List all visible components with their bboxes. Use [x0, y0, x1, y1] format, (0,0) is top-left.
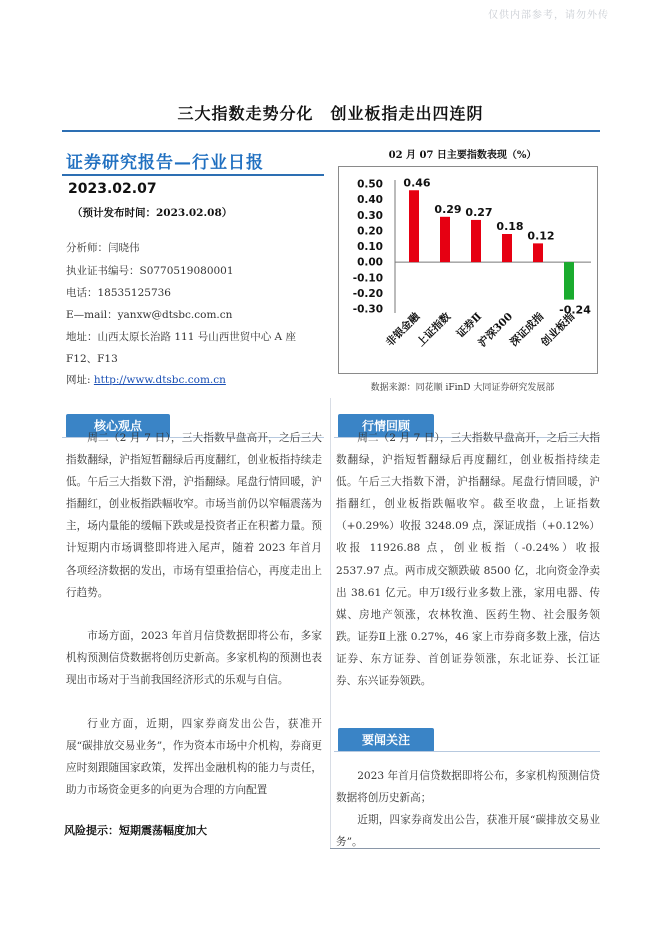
category-label: 深证成指: [507, 310, 547, 349]
website-line: [66, 372, 226, 387]
main-title: 三大指数走势分化 创业板指走出四连阴: [177, 104, 484, 123]
core-view-paragraph-2: 市场方面，2023 年首月信贷数据即将公布，多家机构预测信贷数据将创历史新高。多家机构的预测也表现出市场对于当前我国经济形式的乐观与自信。: [66, 630, 322, 687]
y-tick-label: -0.10: [352, 272, 383, 285]
report-title: 证券研究报告—行业日报: [66, 153, 264, 173]
news-paragraph-1: 2023 年首月信贷数据即将公布，多家机构预测信贷数据将创历史新高；: [336, 770, 600, 805]
watermark: 仅供内部参考，请勿外传: [488, 10, 609, 21]
analyst-name: 闫晓伟: [108, 242, 140, 254]
y-tick-label: 0.40: [357, 194, 383, 207]
category-label: 上证指数: [414, 310, 454, 349]
analyst-name-label: 分析师：: [66, 242, 108, 254]
news-header: 要闻关注: [338, 728, 434, 752]
analyst-address-line-2: F12、F13: [66, 353, 118, 365]
analyst-cert-line: [66, 263, 234, 278]
chart-source: 数据来源：同花顺 iFinD 大同证券研究发展部: [370, 383, 555, 393]
news-rule: [334, 751, 600, 752]
y-tick-label: -0.20: [352, 287, 383, 300]
analyst-email-line: [66, 307, 232, 322]
category-label: 沪深300: [476, 310, 516, 350]
y-tick-label: 0.00: [357, 256, 383, 269]
core-view-header: 核心观点: [66, 414, 170, 438]
publish-time: （预计发布时间：2023.02.08）: [72, 207, 233, 219]
risk-label: 风险提示：: [64, 824, 119, 837]
analyst-name-line: [66, 240, 140, 255]
bar-沪深300: [502, 234, 512, 262]
y-tick-label: 0.50: [357, 178, 383, 191]
bar-深证成指: [533, 243, 543, 262]
data-label: 0.29: [434, 202, 462, 216]
bar-证券Ⅱ: [471, 220, 481, 262]
data-label: 0.12: [527, 229, 555, 243]
core-view-paragraph-3: 行业方面，近期，四家券商发出公告，获准开展“碳排放交易业务”，作为资本市场中介机构，券商更应时刻跟随国家政策，发挥出金融机构的能力与责任，助力市场资金更多的向更为合理的方向配置: [66, 718, 322, 797]
data-label: 0.18: [496, 220, 524, 233]
data-label: -0.24: [559, 303, 591, 317]
analyst-cert: S0770519080001: [139, 265, 234, 277]
analyst-address: 山西太原长治路 111 号山西世贸中心 A 座: [97, 331, 296, 343]
y-tick-label: 0.30: [357, 209, 383, 222]
analyst-phone-label: 电话：: [66, 287, 98, 299]
website-link[interactable]: http://www.dtsbc.com.cn: [93, 374, 226, 386]
risk-text: 短期震荡幅度加大: [119, 824, 207, 837]
y-tick-label: 0.20: [357, 225, 383, 238]
title-divider: [62, 130, 600, 132]
analyst-cert-label: 执业证书编号：: [66, 265, 140, 277]
analyst-email[interactable]: yanxw@dtsbc.com.cn: [117, 309, 233, 321]
index-performance-chart: [339, 167, 599, 375]
report-title-divider: [62, 174, 324, 176]
market-review-header: 行情回顾: [338, 414, 434, 438]
data-label: 0.46: [403, 176, 431, 190]
risk-warning: [64, 822, 207, 838]
core-view-paragraph-1: 周二（2 月 7 日），三大指数早盘高开，之后三大指数翻绿，沪指短暂翻绿后再度翻红，创业板指持续走低。午后三大指数下滑，沪指翻绿。尾盘行情回暖，沪指翻红，创业板指跌幅收窄。市场当前仍以窄幅震荡为主，场内量能的缓幅下跌或是投资者正在积蓄力量。预计短期内市场调整即将进入尾声，随着 2023 年首月各项经济数据的发出，市场有望重拾信心，再度走出上行趋势。: [66, 432, 322, 599]
market-review-paragraph: 周二（2 月 7 日），三大指数早盘高开，之后三大指数翻绿，沪指短暂翻绿后再度翻红，创业板指持续走低。午后三大指数下滑，沪指翻绿。尾盘行情回暖，沪指翻红，创业板指跌幅收窄。截至收盘，上证指数（+0.29%）收报 3248.09 点，深证成指（+0.12%）收报 11926.88 点，创业板指（-0.24%）收报 2537.97 点。两市成交额跌破 8500 亿，北向资金净卖出 38.61 亿元。申万Ⅰ级行业多数上涨，家用电器、传媒、房地产领涨，农林牧渔、医药生物、社会服务领跌。证券Ⅱ上涨 0.27%，46 家上市券商多数上涨，信达证券、东方证券、首创证券领涨，东北证券、长江证券、东兴证券领跌。: [336, 432, 600, 688]
category-label: 创业板指: [538, 310, 578, 349]
bar-上证指数: [440, 217, 450, 262]
category-label: 证券Ⅱ: [454, 310, 485, 341]
category-label: 非银金融: [383, 310, 423, 349]
news-paragraph-2: 近期，四家券商发出公告，获准开展“碳排放交易业务”。: [336, 814, 600, 849]
analyst-email-label: E—mail：: [66, 309, 118, 321]
website-label: 网址:: [66, 374, 91, 386]
analyst-address-line: [66, 329, 296, 344]
column-divider: [330, 398, 331, 848]
chart-frame: [338, 166, 598, 374]
bottom-divider: [330, 848, 600, 849]
y-tick-label: -0.30: [352, 303, 383, 316]
bar-非银金融: [409, 190, 419, 262]
analyst-phone-line: [66, 285, 171, 300]
chart-title: 02 月 07 日主要指数表现（%）: [388, 150, 537, 161]
bar-创业板指: [564, 262, 574, 300]
data-label: 0.27: [465, 205, 493, 219]
analyst-phone: 18535125736: [97, 287, 171, 299]
report-date: 2023.02.07: [68, 181, 157, 197]
analyst-address-label: 地址：: [66, 331, 98, 343]
y-tick-label: 0.10: [357, 241, 383, 253]
